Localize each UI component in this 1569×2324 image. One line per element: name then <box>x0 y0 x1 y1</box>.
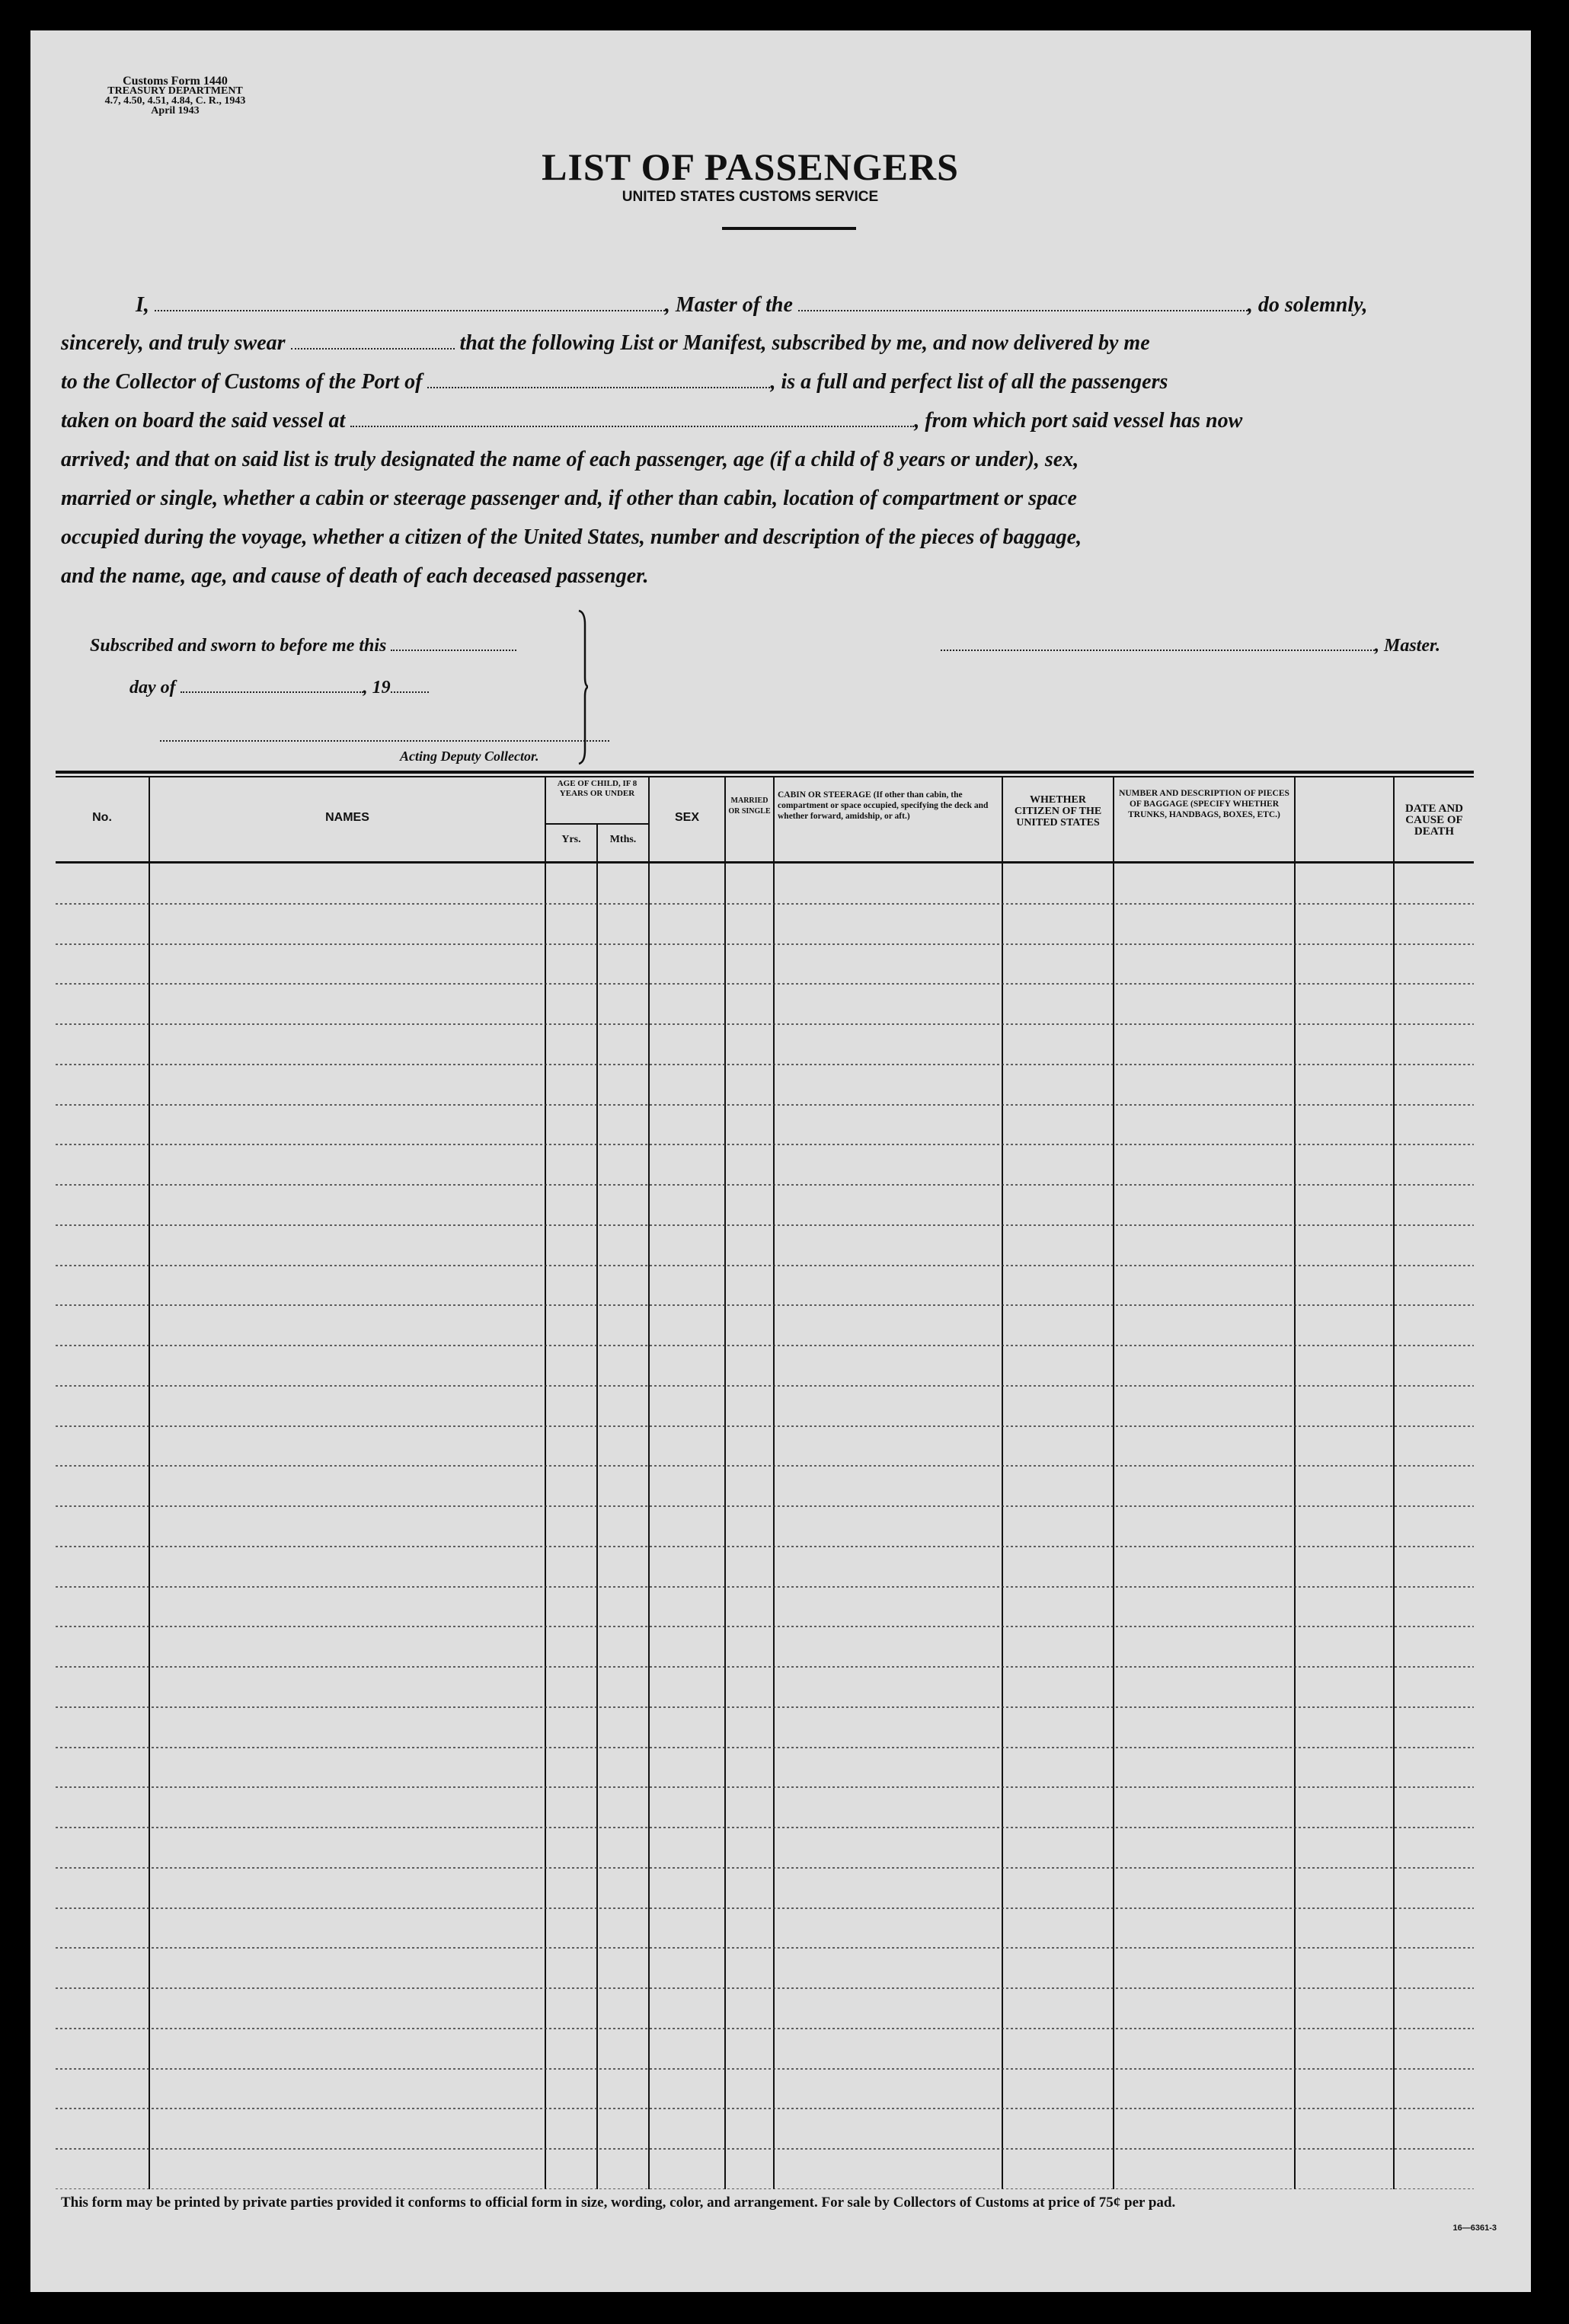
col-header-mths: Mths. <box>609 834 637 845</box>
sworn-year-field[interactable] <box>391 681 429 693</box>
form-date: April 1943 <box>151 105 200 117</box>
day-of-line: day of , 19 <box>129 678 429 698</box>
col-header-baggage: NUMBER AND DESCRIPTION OF PIECES OF BAGGAGE (SPECIFY WHETHER TRUNKS, HANDBAGS, BOXES, ETC.) <box>1119 789 1289 819</box>
col-header-cabin: CABIN OR STEERAGE (If other than cabin, the compartment or space occupied, specifying the deck and whether forward, amidship, or aft.) <box>778 790 989 821</box>
sworn-month-field[interactable] <box>181 681 363 693</box>
master-name-field[interactable] <box>155 296 665 311</box>
oath-line-3: to the Collector of Customs of the Port of , is a full and perfect list of all the passengers <box>61 370 1168 394</box>
col-header-citizen: WHETHER CITIZEN OF THE UNITED STATES <box>1014 794 1102 828</box>
table-grid <box>56 742 1474 2189</box>
oath-line-4: taken on board the said vessel at , from which port said vessel has now <box>61 409 1243 433</box>
deputy-signature-field[interactable] <box>160 729 609 742</box>
col-header-names: NAMES <box>325 811 369 824</box>
vessel-name-field[interactable] <box>798 296 1248 311</box>
oath-line-1: I, , Master of the , do solemnly, <box>136 293 1368 317</box>
master-signature-field[interactable] <box>941 639 1375 651</box>
col-header-age-child: AGE OF CHILD, IF 8 YEARS OR UNDER <box>557 779 638 798</box>
oath-line-5: arrived; and that on said list is truly designated the name of each passenger, age (if a child of 8 years or under), sex, <box>61 448 1079 471</box>
sworn-day-field[interactable] <box>391 639 516 651</box>
form-number: Customs Form 1440 <box>123 75 228 88</box>
swear-field[interactable] <box>291 334 455 350</box>
regulation-refs: 4.7, 4.50, 4.51, 4.84, C. R., 1943 <box>104 95 246 107</box>
subscribed-line: Subscribed and sworn to before me this <box>90 636 516 656</box>
form-identification <box>61 76 289 116</box>
oath-line-2: sincerely, and truly swear that the following List or Manifest, subscribed by me, and now delivered by me <box>61 331 1150 355</box>
col-header-no: No. <box>92 811 112 824</box>
col-header-married: MARRIED OR SINGLE <box>728 796 771 816</box>
print-code: 16—6361-3 <box>1452 2223 1497 2233</box>
page-subtitle: UNITED STATES CUSTOMS SERVICE <box>622 189 879 205</box>
port-field[interactable] <box>427 373 770 388</box>
title-divider <box>722 227 856 230</box>
oath-line-6: married or single, whether a cabin or steerage passenger and, if other than cabin, location of compartment or space <box>61 487 1077 510</box>
departure-port-field[interactable] <box>350 412 914 427</box>
oath-line-7: occupied during the voyage, whether a citizen of the United States, number and description of the pieces of baggage, <box>61 525 1082 549</box>
col-header-sex: SEX <box>674 811 699 824</box>
passenger-table <box>56 742 1474 2189</box>
page-title: LIST OF PASSENGERS <box>542 145 959 188</box>
deputy-label: Acting Deputy Collector. <box>400 749 539 764</box>
department: TREASURY DEPARTMENT <box>107 85 243 97</box>
oath-line-8: and the name, age, and cause of death of each deceased passenger. <box>61 564 649 588</box>
footer-note: This form may be printed by private parties provided it conforms to official form in size, wording, color, and arrangement. For sale by Collectors of Customs at price of 75¢ per pad. <box>61 2195 1176 2211</box>
col-header-death: DATE AND CAUSE OF DEATH <box>1405 803 1463 838</box>
col-header-yrs: Yrs. <box>561 834 581 845</box>
master-signature-line: , Master. <box>941 636 1440 656</box>
